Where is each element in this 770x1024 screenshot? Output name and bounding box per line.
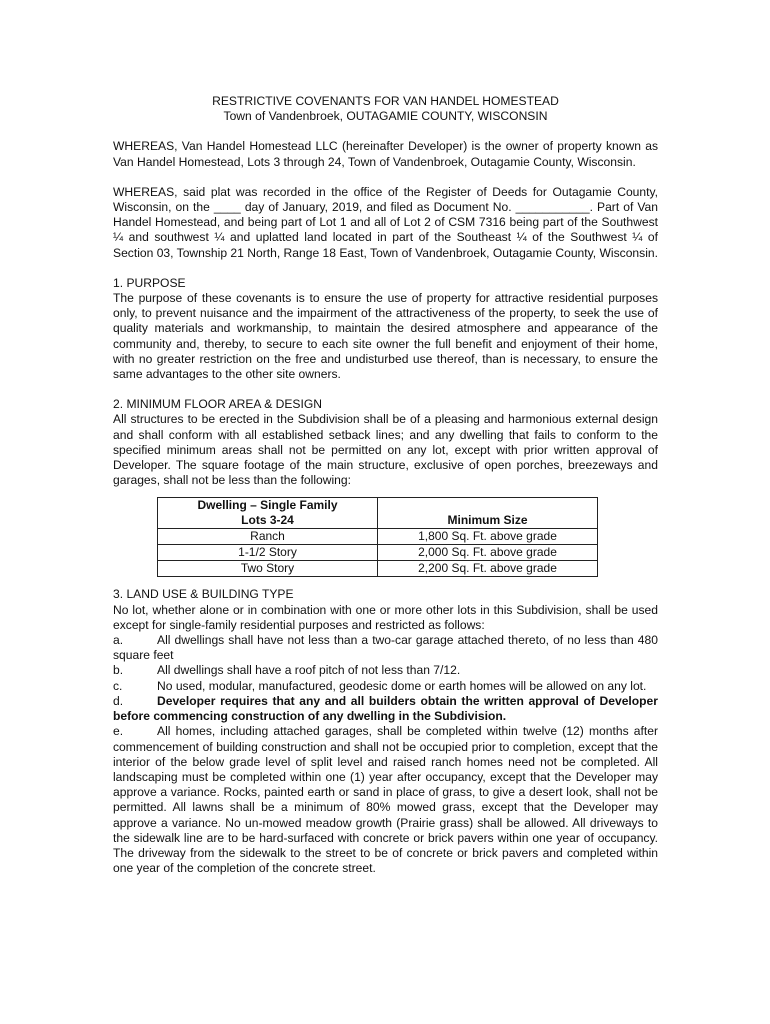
- list-item-text: All dwellings shall have a roof pitch of not less than 7/12.: [157, 663, 461, 678]
- list-item: [113, 724, 658, 876]
- purpose-heading: 1. PURPOSE: [113, 275, 186, 290]
- whereas-paragraph-2: WHEREAS, said plat was recorded in the office of the Register of Deeds for Outagamie County, Wisconsin, on the ____ day of January, 2019, and filed as Document No. ___________. Part of Van Handel Homestead, and being part of Lot 1 and all of Lot 2 of CSM 7316 being part of the Southwest ¼ and southwest ¼ and uplatted land located in part of the Southeast ¼ of the Southwest ¼ of Section 03, Township 21 North, Range 18 East, Town of Vandenbroek, Outagamie County, Wisconsin.: [113, 184, 658, 260]
- list-item-text: All homes, including attached garages, shall be completed within twelve (12) months after commencement of building construction and shall not be occupied prior to completion, except that the interior of the below grade level of split level and raised ranch homes need not be completed. All landscaping must be completed within one (1) year after occupancy, except that the Developer may approve a variance. Rocks, painted earth or sand in place of grass, to give a desert look, shall not be permitted. All lawns shall be a minimum of 80% mowed grass, except that the Developer may approve a variance. No un-mowed meadow growth (Prairie grass) shall be allowed. All driveways to the sidewalk line are to be hard-surfaced with concrete or brick pavers within one year of occupancy. The driveway from the sidewalk to the street to be of concrete or brick pavers and completed within one year of the completion of the concrete street.: [113, 724, 658, 876]
- table-cell-type: 1-1/2 Story: [158, 545, 378, 561]
- table-cell-size: 1,800 Sq. Ft. above grade: [378, 529, 598, 545]
- list-item-text: No used, modular, manufactured, geodesic dome or earth homes will be allowed on any lot.: [157, 678, 647, 693]
- list-item: [113, 679, 658, 694]
- table-row: [158, 545, 598, 561]
- purpose-text: The purpose of these covenants is to ensure the use of property for attractive residential purposes only, to prevent nuisance and the impairment of the attractiveness of the property, to seek the use of quality materials and workmanship, to maintain the desired atmosphere and appearance of the community and, thereby, to secure to each site owner the full benefit and enjoyment of their home, with no greater restriction on the free and undisturbed use thereof, than is necessary, to ensure the same advantages to the other site owners.: [113, 291, 658, 382]
- list-item-label: a.: [113, 633, 124, 648]
- table-cell-size: 2,000 Sq. Ft. above grade: [378, 545, 598, 561]
- whereas-paragraph-1: WHEREAS, Van Handel Homestead LLC (hereinafter Developer) is the owner of property known as Van Handel Homestead, Lots 3 through 24, Town of Vandenbroek, Outagamie County, Wisconsin.: [113, 139, 658, 169]
- list-item-label: c.: [113, 678, 123, 693]
- list-item: [113, 663, 658, 678]
- floor-area-text: All structures to be erected in the Subdivision shall be of a pleasing and harmonious external design and shall conform with all established setback lines; and any dwelling that fails to conform to the specified minimum areas shall not be permitted on any lot, except with prior written approval of Developer. The square footage of the main structure, exclusive of open porches, breezeways and garages, shall not be less than the following:: [113, 412, 658, 488]
- list-item: [113, 694, 658, 724]
- table-row: [158, 529, 598, 545]
- list-item-label: e.: [113, 724, 124, 739]
- table-header-dwelling-line1: Dwelling – Single Family: [197, 498, 338, 513]
- list-item: [113, 633, 658, 663]
- minimum-size-table: [157, 497, 598, 577]
- list-item-text: All dwellings shall have not less than a two-car garage attached thereto, of no less than 480 square feet: [113, 633, 658, 663]
- table-header-size: Minimum Size: [378, 498, 598, 529]
- list-item-label: d.: [113, 693, 124, 708]
- table-header-dwelling-line2: Lots 3-24: [241, 513, 294, 528]
- list-item-text: Developer requires that any and all builders obtain the written approval of Developer before commencing construction of any dwelling in the Subdivision.: [113, 693, 658, 724]
- document-title: RESTRICTIVE COVENANTS FOR VAN HANDEL HOMESTEAD: [212, 94, 559, 108]
- table-cell-size: 2,200 Sq. Ft. above grade: [378, 561, 598, 577]
- table-row: [158, 561, 598, 577]
- list-item-label: b.: [113, 663, 124, 678]
- table-cell-type: Two Story: [158, 561, 378, 577]
- land-use-text: No lot, whether alone or in combination with one or more other lots in this Subdivision, shall be used except for single-family residential purposes and restricted as follows:: [113, 602, 658, 632]
- table-cell-type: Ranch: [158, 529, 378, 545]
- document-content: [113, 94, 658, 876]
- document-subtitle: Town of Vandenbroek, OUTAGAMIE COUNTY, WISCONSIN: [223, 109, 548, 124]
- floor-area-heading: 2. MINIMUM FLOOR AREA & DESIGN: [113, 397, 322, 412]
- table-header-dwelling: [158, 498, 378, 529]
- land-use-heading: 3. LAND USE & BUILDING TYPE: [113, 587, 294, 602]
- table-header-row: [158, 498, 598, 529]
